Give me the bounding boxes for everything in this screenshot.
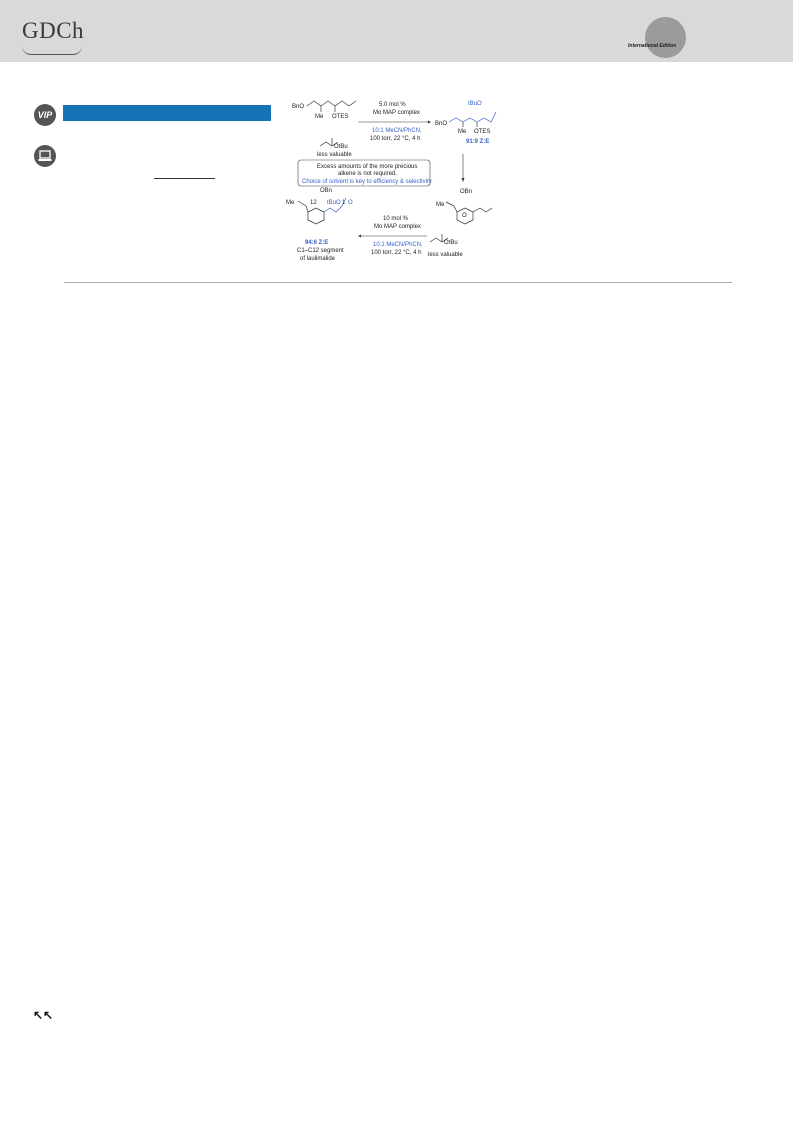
product1-skeleton: [449, 112, 496, 122]
back-to-top-icon[interactable]: ↖↖: [33, 1008, 54, 1022]
reagent2-label: OtBu: [444, 240, 458, 246]
product2-caption-1: C1–C12 segment: [297, 248, 344, 254]
sm1-bno: BnO: [292, 104, 305, 110]
vip-label: VIP: [37, 110, 53, 120]
reaction-scheme: [282, 96, 512, 276]
sm2-me: Me: [436, 202, 445, 208]
product2-ring: [308, 208, 324, 224]
cond2-line4: 100 torr, 22 °C, 4 h: [371, 250, 422, 256]
product2-c1: 1: [342, 200, 346, 206]
section-divider: [64, 282, 732, 283]
logo-swoosh: [22, 46, 82, 55]
note-line2: alkene is not required.: [338, 171, 398, 177]
product1-ratio: 91:9 Z:E: [466, 139, 490, 145]
product1-me: Me: [458, 129, 467, 135]
product2-tbuo: tBuO: [327, 200, 341, 206]
cond1-line2: Mo MAP complex: [373, 110, 420, 116]
edition-label: International Edition: [628, 43, 677, 49]
cond2-line3: 10:1 MeCN/PhCN,: [373, 242, 423, 248]
product2-caption-2: of laulimalide: [300, 256, 336, 262]
sm1-otes: OTES: [332, 114, 349, 120]
product2-me: Me: [286, 200, 295, 206]
gdch-logo: [22, 18, 86, 52]
title-bar: [63, 105, 271, 121]
vip-badge: [34, 104, 56, 126]
product2-obn: OBn: [320, 188, 333, 194]
edition-circle: [645, 17, 686, 58]
cond1-line3: 10:1 MeCN/PhCN,: [372, 128, 422, 134]
cond1-line1: 5.0 mol %: [379, 102, 406, 108]
product1-otes: OTES: [474, 129, 491, 135]
product2-o: O: [348, 200, 353, 206]
product1-tbuo: tBuO: [468, 101, 482, 107]
product2-ratio: 94:6 Z:E: [305, 240, 329, 246]
sm1-me: Me: [315, 114, 324, 120]
note-line3: Choice of solvent is key to efficiency & selectivity.: [302, 179, 433, 185]
sm1-skeleton: [307, 101, 356, 106]
logo-text: GDCh: [22, 18, 85, 43]
link-underline[interactable]: [154, 178, 215, 179]
note-line1: Excess amounts of the more precious: [317, 164, 418, 170]
cond1-line4: 100 torr, 22 °C, 4 h: [370, 136, 421, 142]
reagent1-label: OtBu: [334, 144, 348, 150]
product1-bno: BnO: [435, 121, 448, 127]
laptop-icon: [34, 145, 56, 167]
sm2-o: O: [462, 213, 467, 219]
cond2-line1: 10 mol %: [383, 216, 409, 222]
less-valuable-1: less valuable: [317, 152, 352, 158]
sm2-obn: OBn: [460, 189, 473, 195]
product2-c12: 12: [310, 200, 317, 206]
less-valuable-2: less valuable: [428, 252, 463, 258]
cond2-line2: Mo MAP complex: [374, 224, 421, 230]
